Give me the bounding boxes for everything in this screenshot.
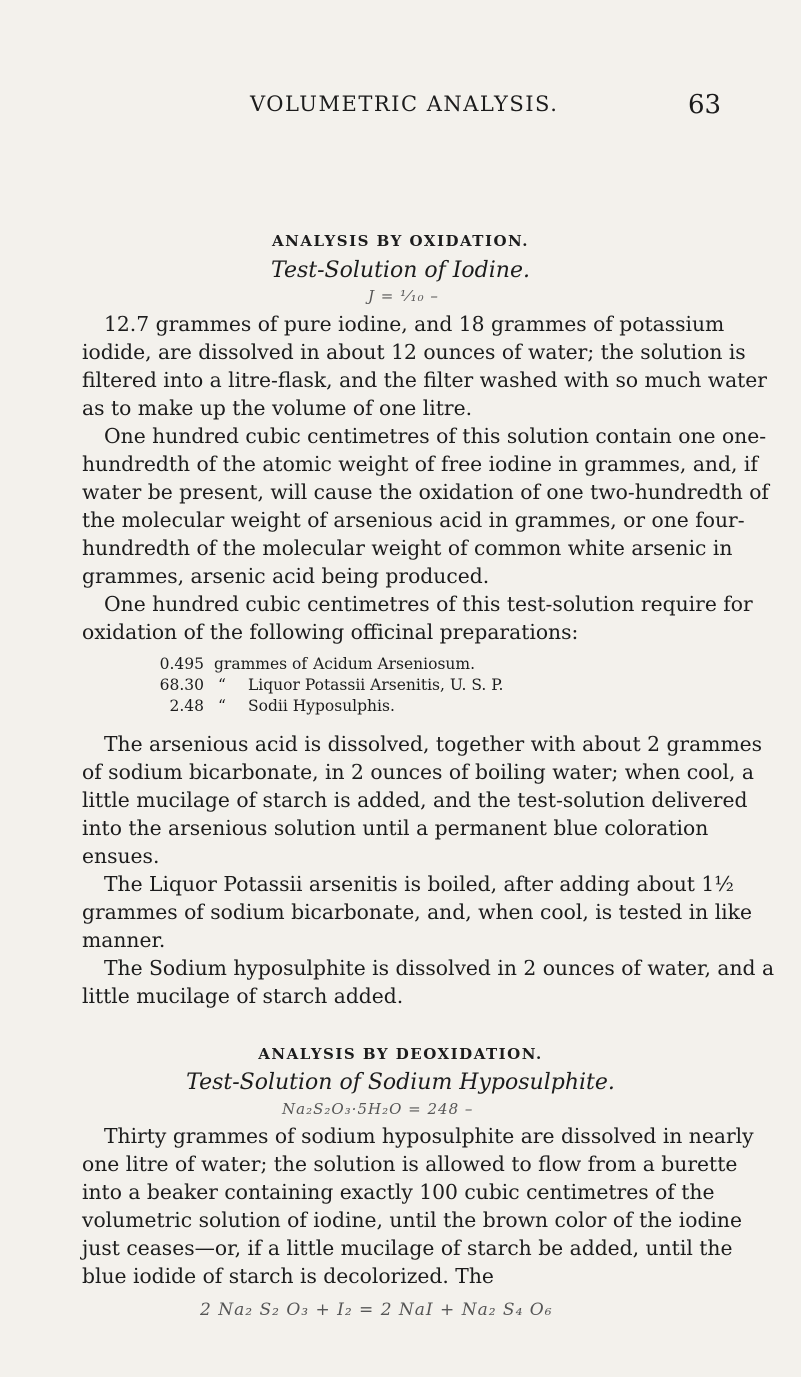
list-name: Acidum Arseniosum. [313, 655, 476, 673]
list-name: Liquor Potassii Arsenitis, U. S. P. [248, 676, 504, 694]
list-unit: grammes of [214, 655, 308, 673]
paragraph: The Sodium hyposulphite is dissolved in 2 ounces of water, and a little mucilage of starch added. [82, 956, 775, 1008]
list-item [132, 654, 692, 675]
paragraph: One hundred cubic centimetres of this test-solution require for oxidation of the following officinal preparations: [82, 592, 753, 644]
handwritten-footer-equation: 2 Na₂ S₂ O₃ + I₂ = 2 NaI + Na₂ S₄ O₆ [200, 1300, 553, 1320]
list-unit: “ [218, 697, 226, 715]
list-amount: 0.495 [159, 655, 204, 673]
paragraph: The Liquor Potassii arsenitis is boiled, after adding about 1½ grammes of sodium bicarbonate, and, when cool, is tested in like manner. [82, 872, 752, 952]
paragraph: The arsenious acid is dissolved, together with about 2 grammes of sodium bicarbonate, in 2 ounces of boiling water; when cool, a little mucilage of starch is added, and the test-solution delivered into the arsenious solution until a permanent blue coloration ensues. [82, 732, 763, 868]
handwritten-note-formula: Na₂S₂O₃·5H₂O = 248 – [282, 1100, 474, 1118]
list-amount: 68.30 [159, 676, 204, 694]
running-head: VOLUMETRIC ANALYSIS. [250, 92, 559, 116]
list-item [132, 696, 692, 717]
body-text-oxidation [82, 310, 782, 646]
list-amount: 2.48 [169, 697, 204, 715]
subtitle-sodium-hyposulphite: Test-Solution of Sodium Hyposulphite. [186, 1070, 615, 1095]
page-number: 63 [688, 90, 722, 120]
list-name: Sodii Hyposulphis. [248, 697, 395, 715]
body-text-deoxidation [82, 1122, 782, 1290]
paragraph: 12.7 grammes of pure iodine, and 18 grammes of potassium iodide, are dissolved in about 12 ounces of water; the solution is filtered into a litre-flask, and the filter washed with so much water as to make up the volume of one litre. [82, 312, 768, 420]
handwritten-note-iodine: J = ¹⁄₁₀ – [368, 287, 439, 305]
paragraph: Thirty grammes of sodium hyposulphite are dissolved in nearly one litre of water; the solution is allowed to flow from a burette into a beaker containing exactly 100 cubic centimetres of the volumetric solution of iodine, until the brown color of the iodine just ceases—or, if a little mucilage of starch be added, until the blue iodide of starch is decolorized. The [82, 1124, 754, 1288]
subtitle-iodine: Test-Solution of Iodine. [271, 258, 530, 283]
section-title-deoxidation: ANALYSIS BY DEOXIDATION. [258, 1045, 543, 1063]
list-item [132, 675, 692, 696]
paragraph: One hundred cubic centimetres of this solution contain one one-hundredth of the atomic weight of free iodine in grammes, and, if water be present, will cause the oxidation of one two-hundredth of the molecular weight of arsenious acid in grammes, or one four-hundredth of the molecular weight of common white arsenic in grammes, arsenic acid being produced. [82, 424, 769, 588]
list-unit: “ [218, 676, 226, 694]
section-title-oxidation: ANALYSIS BY OXIDATION. [271, 232, 530, 250]
preparations-list [132, 654, 692, 717]
body-text-procedure [82, 730, 782, 1010]
